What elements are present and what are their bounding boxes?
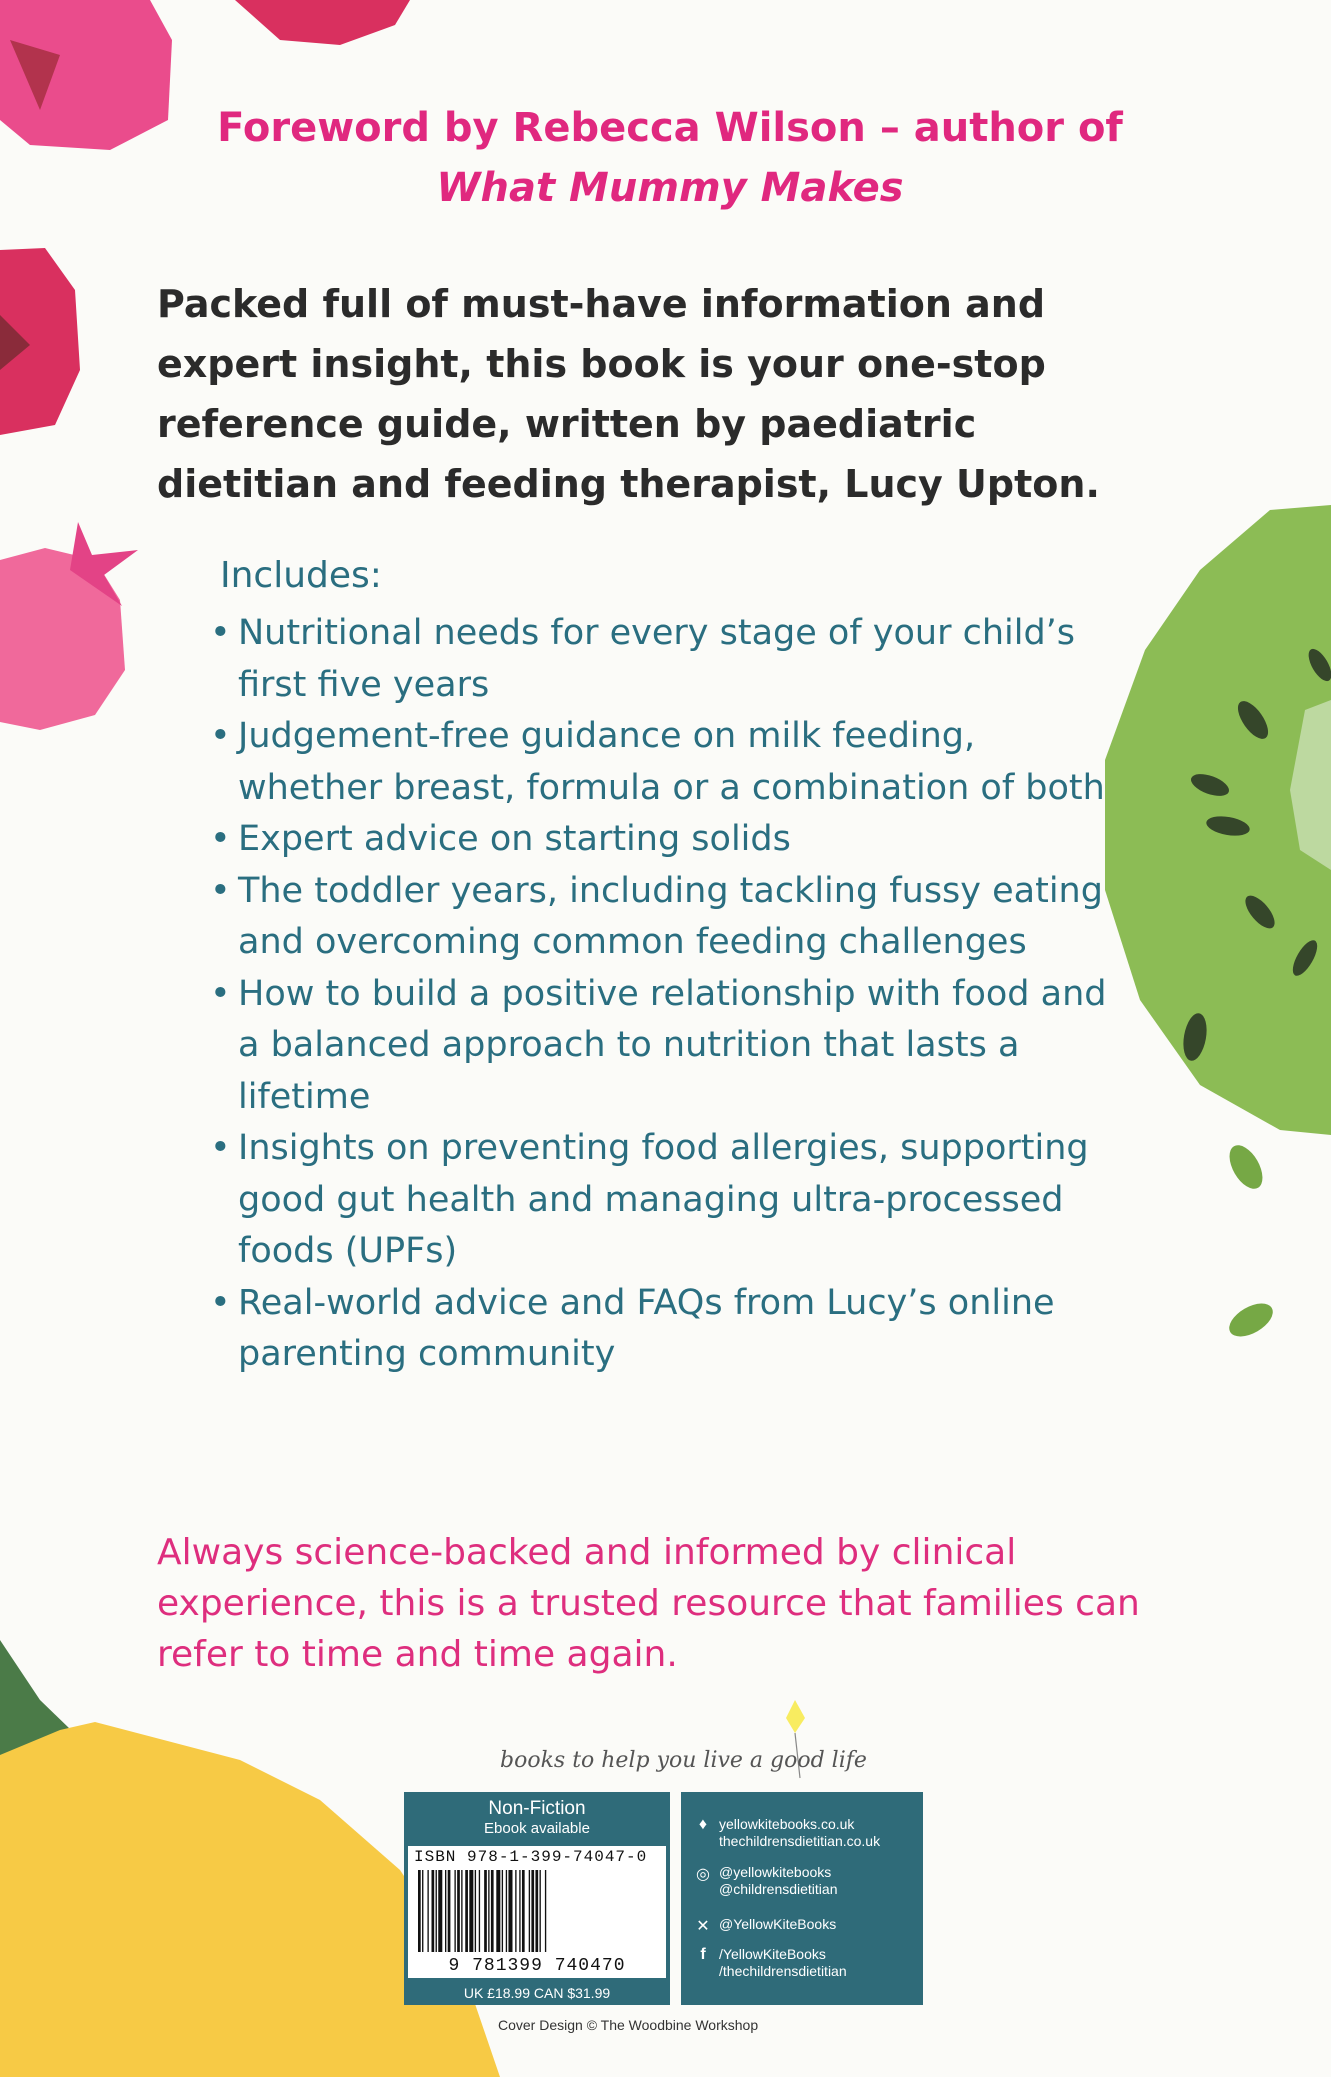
instagram-handle: @childrensdietitian (719, 1881, 838, 1897)
bullet-icon: • (210, 973, 231, 1014)
intro-paragraph: Packed full of must-have information and expert insight, this book is your one-stop reference guide, written by paediatric dietitian and feeding therapist, Lucy Upton. (157, 282, 1100, 506)
list-item-text: Judgement-free guidance on milk feeding, whether breast, formula or a combination of both (238, 716, 1105, 808)
barcode-digits: 9 781399 740470 (448, 1956, 626, 1976)
kiwi-seed-loose (1224, 1297, 1279, 1344)
list-item (210, 814, 1110, 866)
website-link: yellowkitebooks.co.uk (719, 1816, 855, 1832)
bullet-icon: • (210, 613, 231, 653)
list-item (210, 866, 1110, 969)
list-item (210, 969, 1110, 1124)
foreword (120, 98, 1220, 218)
list-item-text: Insights on preventing food allergies, supporting good gut health and managing ultra-processed foods (UPFs) (238, 1128, 1089, 1271)
list-item (210, 1278, 1110, 1381)
list-item (210, 608, 1110, 711)
kite-icon: ♦ (698, 1816, 708, 1833)
isbn-text: ISBN 978-1-399-74047-0 (414, 1848, 648, 1866)
facebook-links (693, 1946, 847, 1980)
list-item (210, 711, 1110, 814)
web-links (693, 1816, 880, 1850)
facebook-handle: /thechildrensdietitian (719, 1963, 847, 1979)
instagram-handle: @yellowkitebooks (719, 1864, 832, 1880)
facebook-icon: f (700, 1946, 706, 1963)
x-links (693, 1916, 836, 1936)
bullet-icon: • (210, 716, 231, 756)
list-item (210, 1123, 1110, 1278)
kite-drop (786, 1700, 805, 1733)
publisher-tagline: books to help you live a good life (500, 1748, 867, 1773)
bullet-icon: • (210, 1282, 231, 1323)
list-item-text: Real-world advice and FAQs from Lucy’s online parenting community (238, 1282, 1055, 1374)
barcode-icon (418, 1870, 656, 1952)
bullet-icon: • (210, 1128, 231, 1168)
kiwi-seed-loose (1223, 1140, 1270, 1195)
bullet-icon: • (210, 819, 231, 859)
pink-fruit-top-center (235, 0, 410, 45)
list-item-text: The toddler years, including tackling fussy eating and overcoming common feeding challenges (238, 870, 1103, 962)
foreword-line: Foreword by Rebecca Wilson – author of (217, 105, 1123, 151)
instagram-links (693, 1864, 838, 1898)
category-label: Non-Fiction (488, 1798, 586, 1819)
facebook-handle: /YellowKiteBooks (719, 1946, 826, 1962)
bullet-icon: • (210, 870, 231, 911)
foreword-book-title: What Mummy Makes (436, 165, 904, 211)
closing-paragraph: Always science-backed and informed by clinical experience, this is a trusted resource that families can refer to time and time again. (157, 1532, 1140, 1675)
cover-credit: Cover Design © The Woodbine Workshop (498, 2017, 759, 2033)
links-panel (681, 1792, 923, 2005)
ebook-label: Ebook available (484, 1820, 590, 1837)
barcode-box (408, 1846, 666, 1978)
price-label: UK £18.99 CAN $31.99 (463, 1985, 611, 2001)
includes-heading: Includes: (220, 555, 382, 596)
list-item-text: Expert advice on starting solids (238, 819, 791, 859)
includes-list (210, 608, 1110, 1381)
x-handle: @YellowKiteBooks (719, 1916, 837, 1932)
pomegranate-left (0, 548, 125, 730)
barcode-panel (404, 1792, 670, 2005)
instagram-icon: ◎ (696, 1866, 710, 1883)
list-item-text: How to build a positive relationship with food and a balanced approach to nutrition that lasts a lifetime (238, 973, 1107, 1117)
x-icon: ✕ (696, 1918, 710, 1935)
website-link: thechildrensdietitian.co.uk (719, 1833, 881, 1849)
list-item-text: Nutritional needs for every stage of your child’s first five years (238, 613, 1076, 705)
